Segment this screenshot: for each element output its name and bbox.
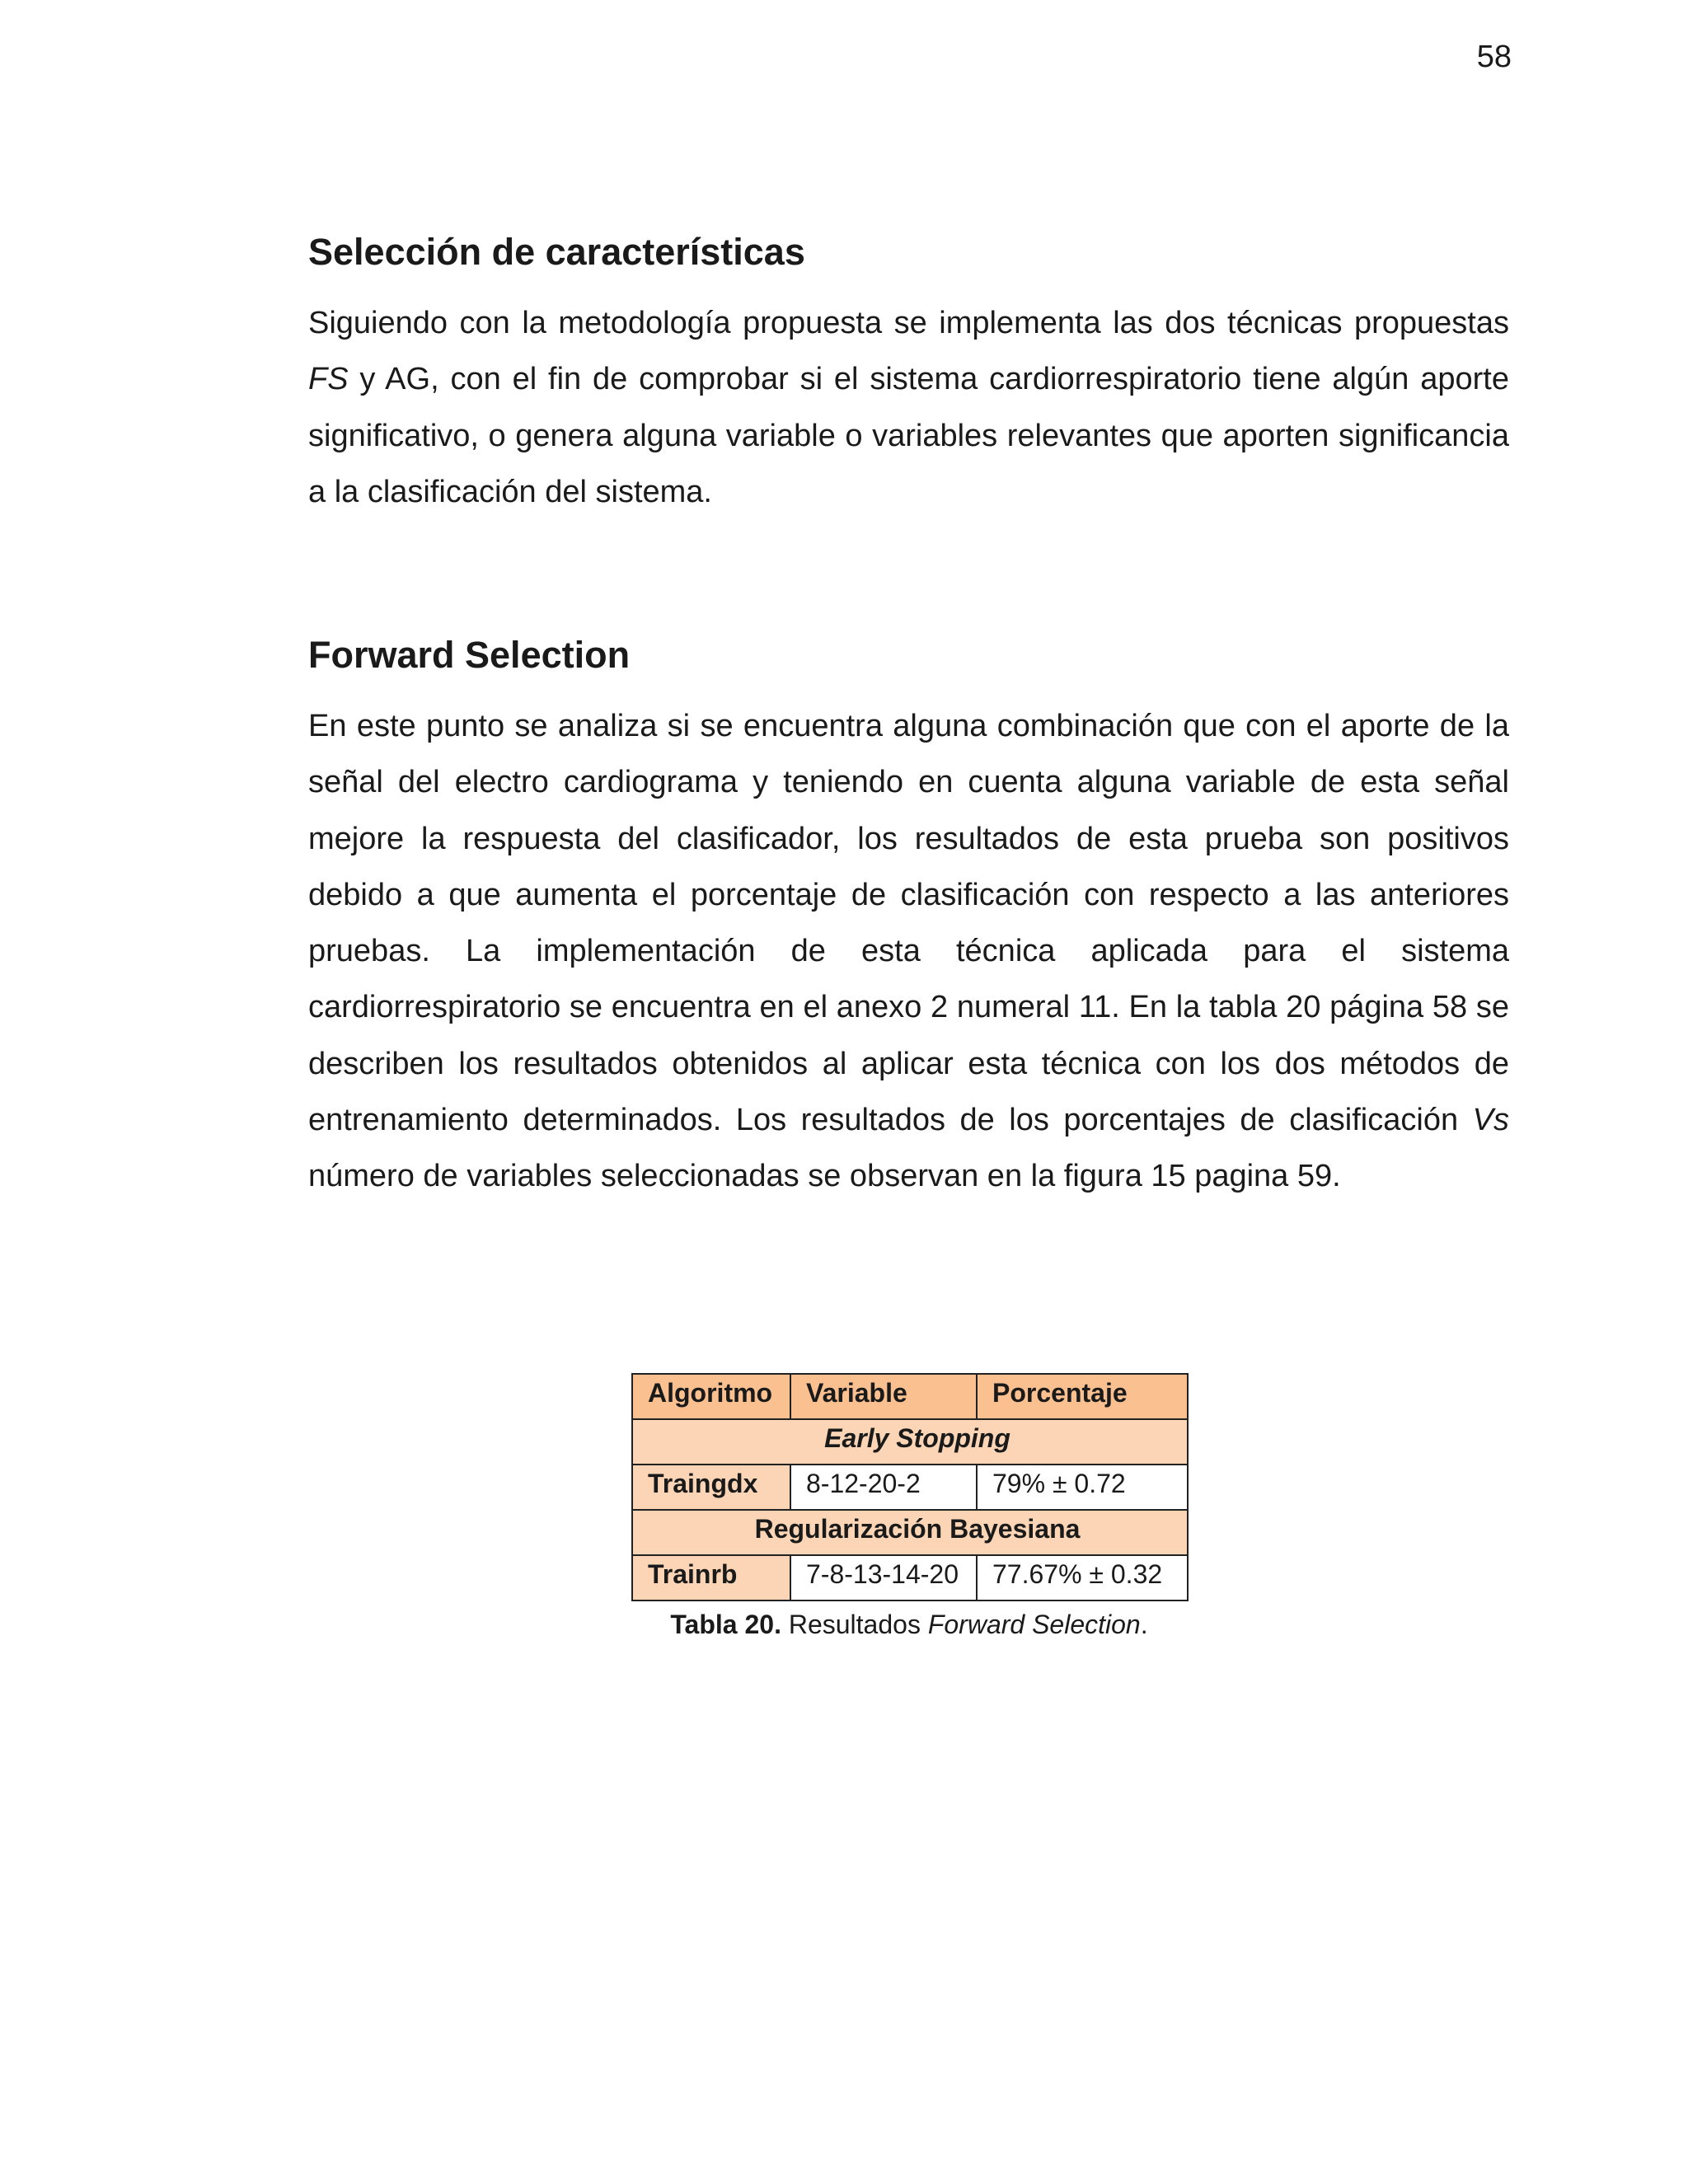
paragraph-text: Siguiendo con la metodología propuesta se implementa las dos técnicas propuestas bbox=[308, 306, 1509, 340]
table-header-cell: Algoritmo bbox=[632, 1374, 790, 1419]
caption-emphasis: Forward Selection bbox=[927, 1610, 1141, 1639]
results-table bbox=[631, 1373, 1189, 1601]
section-forward-selection bbox=[308, 632, 1509, 1205]
paragraph bbox=[308, 295, 1509, 520]
table-cell-algorithm: Trainrb bbox=[632, 1555, 790, 1601]
table-row bbox=[632, 1555, 1188, 1601]
paragraph-emphasis: Vs bbox=[1472, 1103, 1509, 1138]
table-group-title: Early Stopping bbox=[632, 1419, 1188, 1465]
table-group-title: Regularización Bayesiana bbox=[632, 1510, 1188, 1555]
table-group-row bbox=[632, 1419, 1188, 1465]
paragraph-text: número de variables seleccionadas se observan en la figura 15 pagina 59. bbox=[308, 1159, 1341, 1194]
table-header-cell: Porcentaje bbox=[977, 1374, 1188, 1419]
paragraph-text: En este punto se analiza si se encuentra alguna combinación que con el aporte de la señal del electro cardiograma y teniendo en cuenta alguna variable de esta señal mejore la respuesta del clasificador, los resultados de esta prueba son positivos debido a que aumenta el porcentaje de clasificación con respecto a las anteriores pruebas. La implementación de esta técnica aplicada para el sistema cardiorrespiratorio se encuentra en el anexo 2 numeral 11. En la tabla 20 página 58 se describen los resultados obtenidos al aplicar esta técnica con los dos métodos de entrenamiento determinados. Los resultados de los porcentajes de clasificación bbox=[308, 709, 1509, 1138]
table-row bbox=[632, 1465, 1188, 1510]
paragraph-text: y AG, con el fin de comprobar si el sistema cardiorrespiratorio tiene algún aporte significativo, o genera alguna variable o variables relevantes que aporten significancia a la clasificación del sistema. bbox=[308, 362, 1509, 509]
caption-text: Resultados bbox=[781, 1610, 928, 1639]
table-group-row bbox=[632, 1510, 1188, 1555]
table-header-cell: Variable bbox=[790, 1374, 977, 1419]
caption-end: . bbox=[1140, 1610, 1148, 1639]
page-number: 58 bbox=[1476, 40, 1512, 74]
section-heading: Forward Selection bbox=[308, 634, 631, 676]
section-heading: Selección de características bbox=[308, 231, 805, 273]
table-cell-variable: 8-12-20-2 bbox=[790, 1465, 977, 1510]
table-cell-algorithm: Traingdx bbox=[632, 1465, 790, 1510]
table-caption bbox=[631, 1606, 1187, 1643]
paragraph-emphasis: FS bbox=[308, 362, 349, 397]
paragraph bbox=[308, 698, 1509, 1205]
results-table-wrapper bbox=[631, 1373, 1187, 1643]
table-cell-percentage: 79% ± 0.72 bbox=[977, 1465, 1188, 1510]
caption-label: Tabla 20. bbox=[670, 1610, 781, 1639]
table-header-row bbox=[632, 1374, 1188, 1419]
section-seleccion-caracteristicas bbox=[308, 229, 1509, 520]
table-cell-variable: 7-8-13-14-20 bbox=[790, 1555, 977, 1601]
table-cell-percentage: 77.67% ± 0.32 bbox=[977, 1555, 1188, 1601]
